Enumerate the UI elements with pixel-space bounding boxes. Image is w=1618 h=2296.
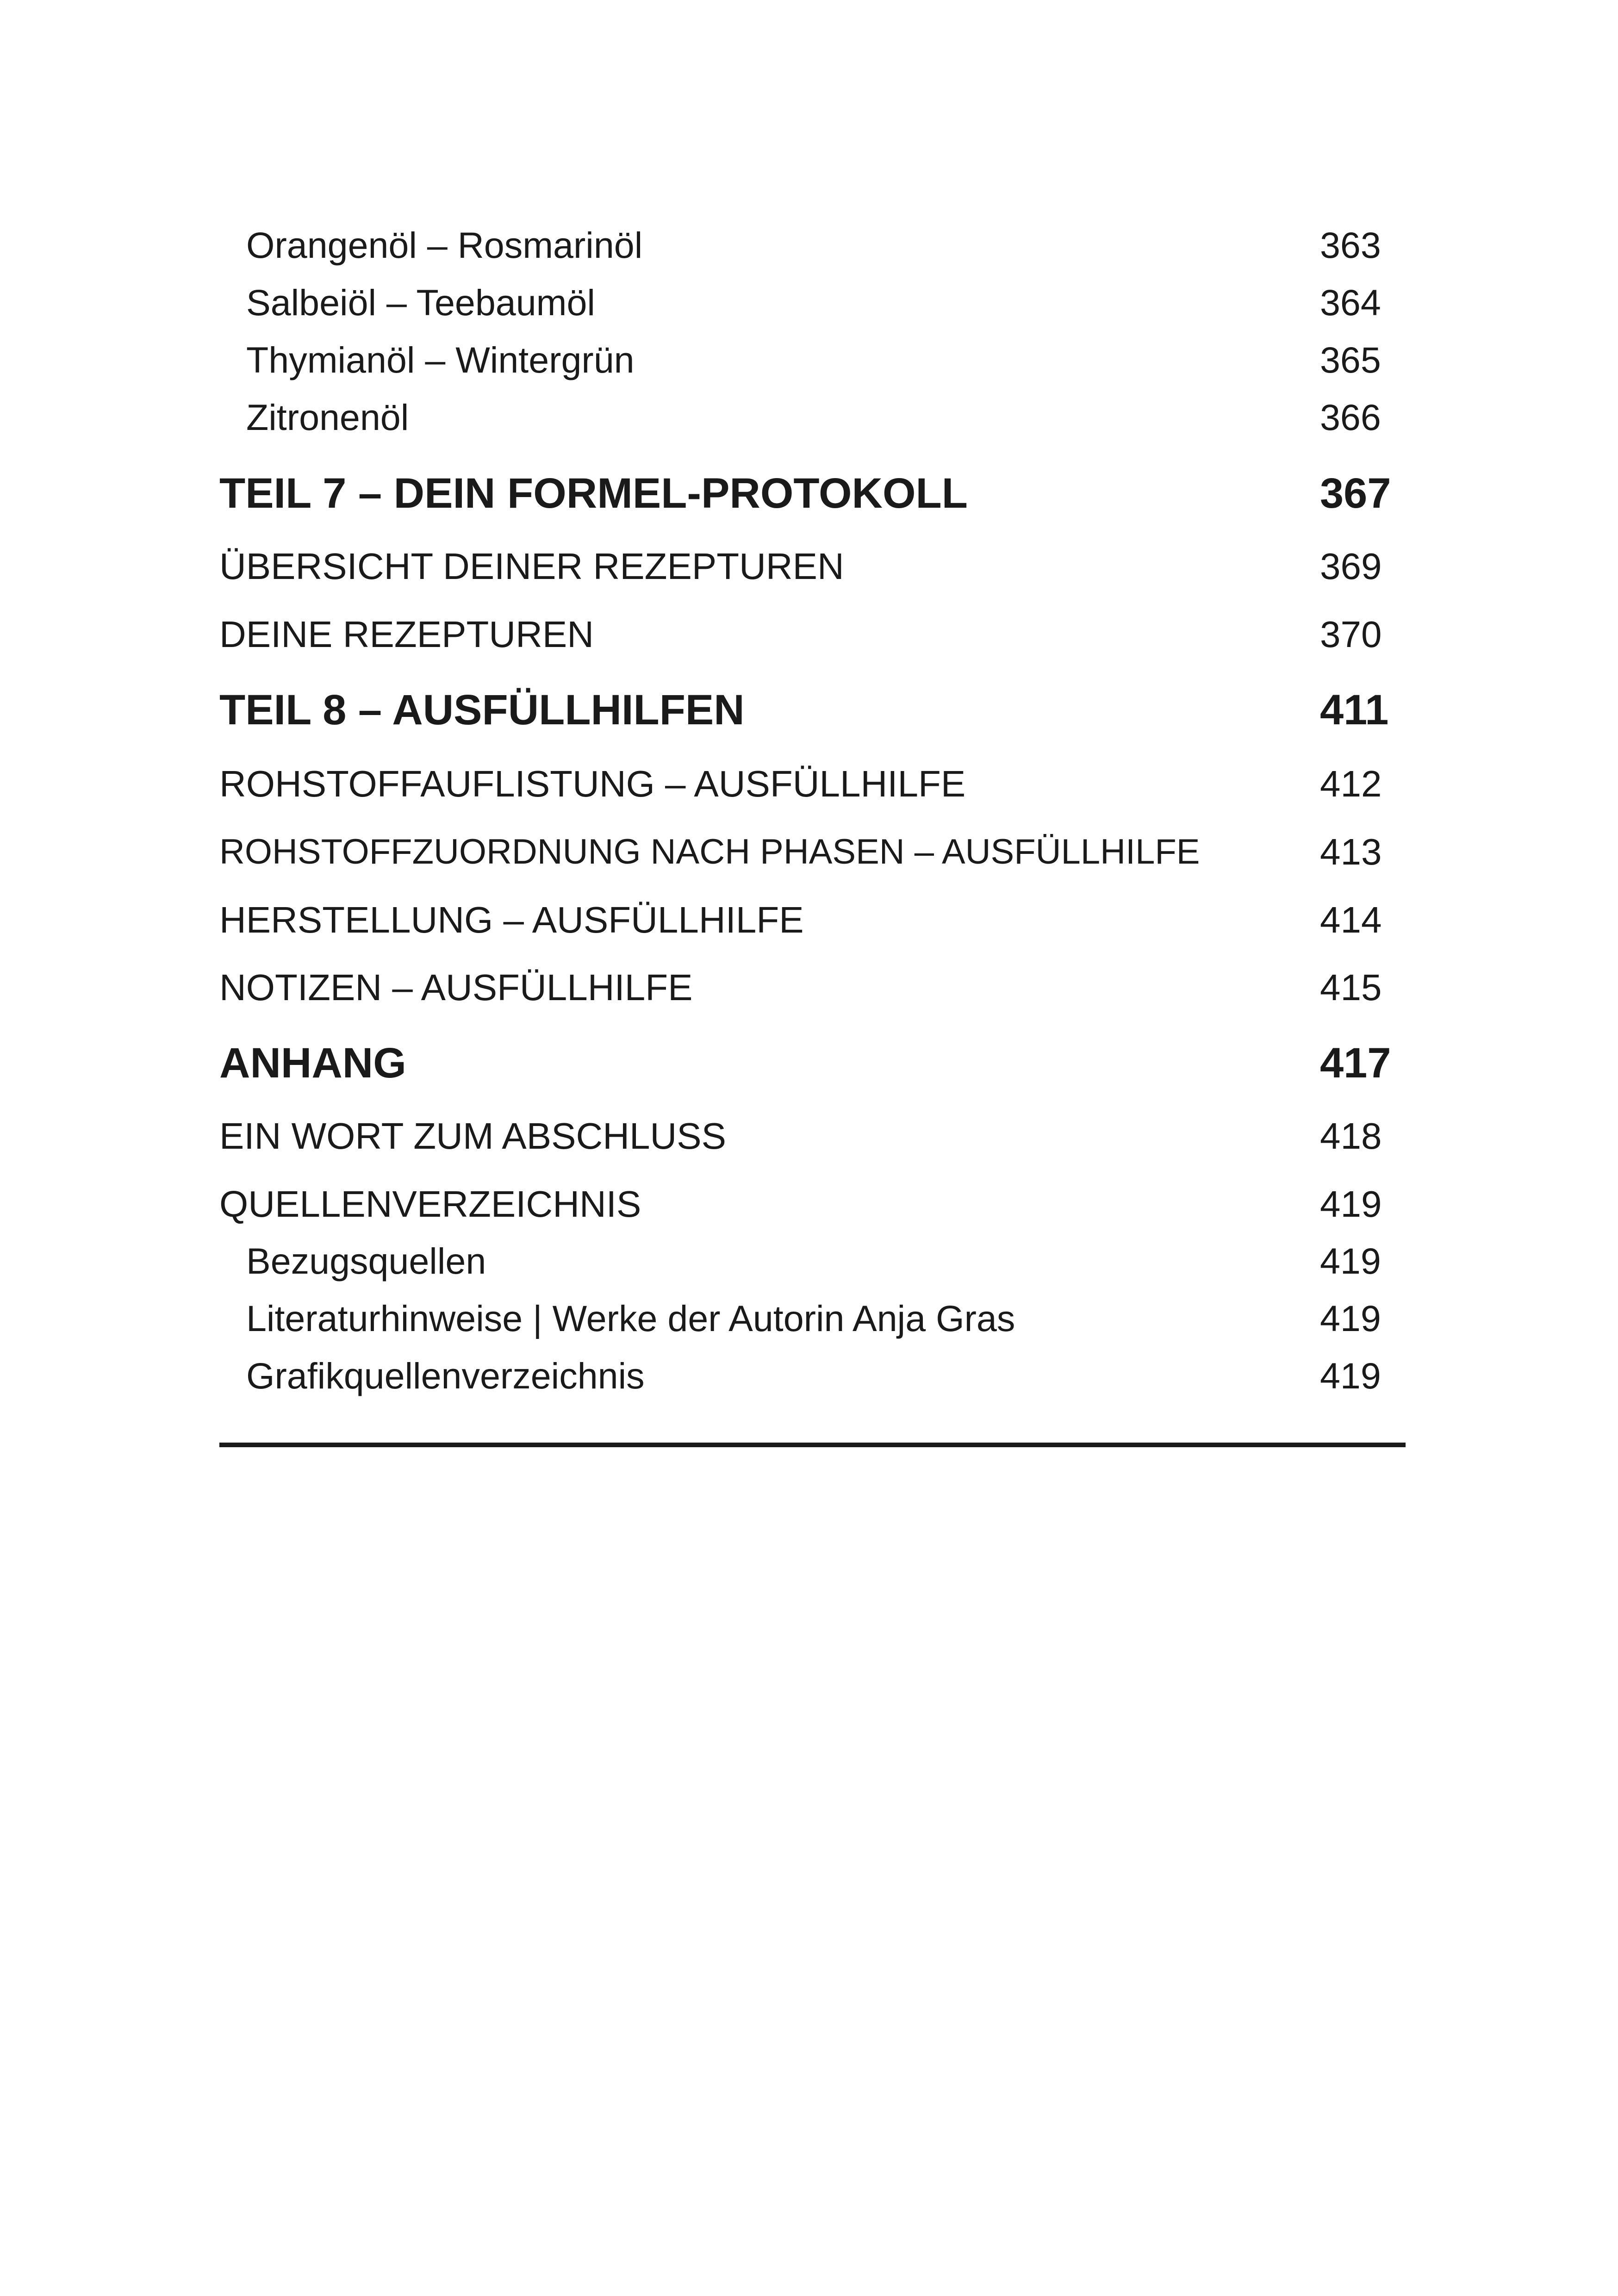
toc-section-title: EIN WORT ZUM ABSCHLUSS bbox=[219, 1115, 726, 1157]
toc-entry-page-number: 364 bbox=[1320, 282, 1381, 323]
toc-section-page-number: 412 bbox=[1320, 763, 1382, 804]
toc-entry-page-number: 365 bbox=[1320, 339, 1381, 380]
toc-part-page-number: 411 bbox=[1320, 686, 1389, 734]
toc-section-page-number: 415 bbox=[1320, 967, 1382, 1008]
toc-entry-orangenoel bbox=[0, 218, 1618, 273]
toc-entry-page-number: 419 bbox=[1320, 1240, 1381, 1282]
toc-section-herstellung bbox=[0, 892, 1618, 948]
toc-part-teil-7 bbox=[0, 466, 1618, 521]
toc-entry-bezugsquellen bbox=[0, 1233, 1618, 1289]
toc-section-ein-wort bbox=[0, 1108, 1618, 1164]
toc-entry-page-number: 366 bbox=[1320, 397, 1381, 438]
toc-section-page-number: 369 bbox=[1320, 546, 1382, 587]
toc-entry-title: Literaturhinweise | Werke der Autorin Anja Gras bbox=[246, 1298, 1015, 1339]
toc-section-title: ROHSTOFFZUORDNUNG NACH PHASEN – AUSFÜLLHILFE bbox=[219, 832, 1200, 871]
toc-entry-title: Orangenöl – Rosmarinöl bbox=[246, 224, 643, 266]
toc-section-title: HERSTELLUNG – AUSFÜLLHILFE bbox=[219, 899, 804, 940]
toc-section-notizen bbox=[0, 960, 1618, 1015]
toc-entry-title: Salbeiöl – Teebaumöl bbox=[246, 282, 595, 323]
toc-section-page-number: 413 bbox=[1320, 831, 1382, 872]
toc-entry-title: Grafikquellenverzeichnis bbox=[246, 1355, 645, 1396]
toc-section-page-number: 414 bbox=[1320, 899, 1382, 940]
toc-section-quellenverzeichnis bbox=[0, 1176, 1618, 1232]
toc-part-page-number: 417 bbox=[1320, 1039, 1391, 1087]
toc-end-rule bbox=[219, 1443, 1406, 1447]
toc-entry-title: Thymianöl – Wintergrün bbox=[246, 339, 635, 380]
toc-entry-salbeioel bbox=[0, 275, 1618, 330]
toc-part-teil-8 bbox=[0, 682, 1618, 738]
toc-entry-page-number: 419 bbox=[1320, 1298, 1381, 1339]
toc-section-uebersicht bbox=[0, 539, 1618, 594]
toc-section-title: ROHSTOFFAUFLISTUNG – AUSFÜLLHILFE bbox=[219, 763, 966, 804]
toc-section-title: ÜBERSICHT DEINER REZEPTUREN bbox=[219, 546, 844, 587]
toc-part-page-number: 367 bbox=[1320, 470, 1391, 517]
toc-section-title: QUELLENVERZEICHNIS bbox=[219, 1183, 641, 1225]
toc-section-rohstoffauflistung bbox=[0, 756, 1618, 812]
toc-section-page-number: 370 bbox=[1320, 614, 1382, 655]
toc-part-title: TEIL 7 – DEIN FORMEL-PROTOKOLL bbox=[219, 470, 968, 517]
toc-entry-thymianoel bbox=[0, 332, 1618, 388]
toc-part-anhang bbox=[0, 1035, 1618, 1091]
toc-section-page-number: 418 bbox=[1320, 1115, 1382, 1157]
toc-section-title: DEINE REZEPTUREN bbox=[219, 614, 594, 655]
toc-entry-literaturhinweise bbox=[0, 1291, 1618, 1346]
toc-part-title: TEIL 8 – AUSFÜLLHILFEN bbox=[219, 686, 745, 734]
toc-section-rohstoffzuordnung bbox=[0, 824, 1618, 880]
toc-section-page-number: 419 bbox=[1320, 1183, 1382, 1225]
toc-entry-page-number: 363 bbox=[1320, 224, 1381, 266]
toc-section-title: NOTIZEN – AUSFÜLLHILFE bbox=[219, 967, 693, 1008]
toc-section-deine-rezepturen bbox=[0, 607, 1618, 662]
toc-entry-grafikquellenverzeichnis bbox=[0, 1348, 1618, 1404]
toc-entry-page-number: 419 bbox=[1320, 1355, 1381, 1396]
toc-entry-zitronenoel bbox=[0, 390, 1618, 445]
toc-entry-title: Zitronenöl bbox=[246, 397, 409, 438]
toc-part-title: ANHANG bbox=[219, 1039, 406, 1087]
toc-entry-title: Bezugsquellen bbox=[246, 1240, 486, 1282]
